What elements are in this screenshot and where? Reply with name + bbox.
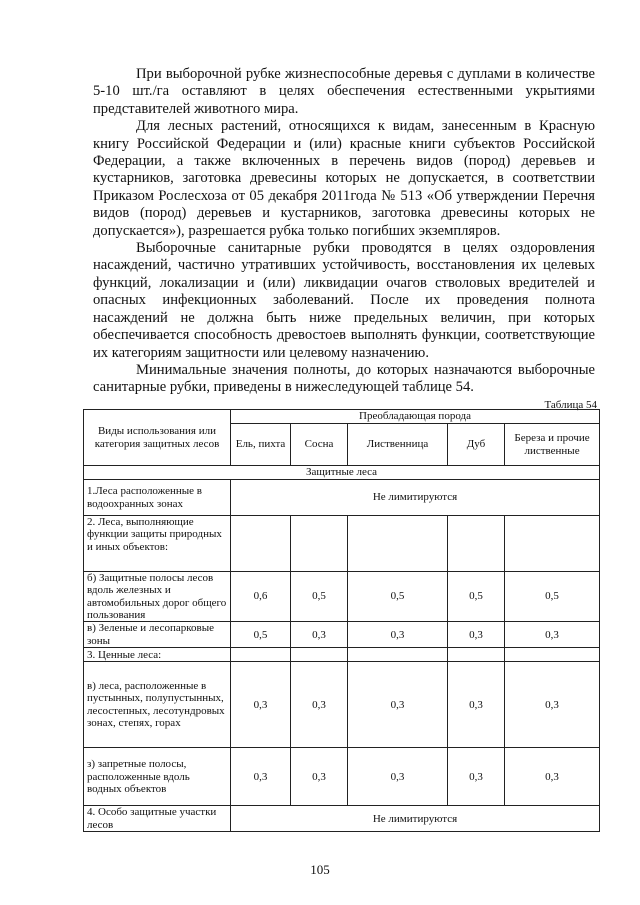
fullness-table — [83, 409, 600, 832]
row-value: 0,5 — [505, 572, 600, 622]
table-row — [84, 806, 600, 832]
table-row — [84, 748, 600, 806]
page-number: 105 — [310, 862, 330, 877]
row-value: 0,3 — [348, 748, 448, 806]
row-value: 0,3 — [231, 748, 291, 806]
row-value: 0,3 — [505, 662, 600, 748]
row-label: 4. Особо защитные участки лесов — [84, 806, 231, 832]
row-value: 0,3 — [291, 662, 348, 748]
row-value: 0,6 — [231, 572, 291, 622]
table-row — [84, 662, 600, 748]
row-value-span: Не лимитируются — [231, 480, 600, 516]
paragraph-3: Выборочные санитарные рубки проводятся в целях оздоровления насаждений, частично утративших устойчивость, восстановления их целевых функций, локализации и (или) ликвидации очагов стволовых вредителей и опасных инфекционных заболеваний. После их проведения полнота насаждений не должна быть ниже предельных величин, при которых обеспечивается способность древостоев выполнять функции, соответствующие их категориям защитности или целевому назначению. — [93, 240, 595, 361]
row-value: 0,3 — [348, 662, 448, 748]
header-dominant-species: Преобладающая порода — [231, 410, 600, 424]
table-row — [84, 572, 600, 622]
row-label: в) леса, расположенные в пустынных, полупустынных, лесостепных, лесотундровых зонах, степях, горах — [84, 662, 231, 748]
row-value: 0,3 — [348, 622, 448, 648]
row-value: 0,5 — [231, 622, 291, 648]
row-value: 0,3 — [448, 622, 505, 648]
header-pine: Сосна — [291, 424, 348, 466]
row-label: в) Зеленые и лесопарковые зоны — [84, 622, 231, 648]
paragraph-4: Минимальные значения полноты, до которых назначаются выборочные санитарные рубки, приведены в нижеследующей таблице 54. — [93, 361, 595, 396]
header-birch-other: Береза и прочие лиственные — [505, 424, 600, 466]
header-larch: Лиственница — [348, 424, 448, 466]
row-label: з) запретные полосы, расположенные вдоль водных объектов — [84, 748, 231, 806]
row-label: 2. Леса, выполняющие функции защиты природных и иных объектов: — [84, 516, 231, 572]
row-value: 0,3 — [448, 662, 505, 748]
row-value: 0,3 — [291, 748, 348, 806]
table-caption: Таблица 54 — [544, 399, 597, 411]
section-protective-forests: Защитные леса — [84, 466, 600, 480]
row-value-span: Не лимитируются — [231, 806, 600, 832]
row-value: 0,3 — [505, 748, 600, 806]
row-value: 0,3 — [448, 748, 505, 806]
header-forest-category: Виды использования или категория защитных лесов — [84, 410, 231, 466]
paragraph-2: Для лесных растений, относящихся к видам, занесенным в Красную книгу Российской Федерации и (или) красные книги субъектов Российской Федерации, а также включенных в перечень видов (пород) деревьев и кустарников, заготовка древесины которых не допускается, в соответствии Приказом Рослесхоза от 05 декабря 2011года № 513 «Об утверждении Перечня видов (пород) деревьев и кустарников, заготовка древесины которых не допускается»), разрешается рубка только погибших экземпляров. — [93, 118, 595, 239]
body-text — [93, 66, 595, 397]
row-value: 0,5 — [291, 572, 348, 622]
row-label: б) Защитные полосы лесов вдоль железных и автомобильных дорог общего пользования — [84, 572, 231, 622]
header-oak: Дуб — [448, 424, 505, 466]
table-row — [84, 516, 600, 572]
row-label: 3. Ценные леса: — [84, 648, 231, 662]
row-value: 0,3 — [231, 662, 291, 748]
row-value: 0,5 — [448, 572, 505, 622]
table-row — [84, 622, 600, 648]
table-row — [84, 480, 600, 516]
row-label: 1.Леса расположенные в водоохранных зонах — [84, 480, 231, 516]
row-value: 0,3 — [291, 622, 348, 648]
row-value: 0,5 — [348, 572, 448, 622]
row-value: 0,3 — [505, 622, 600, 648]
table-row — [84, 648, 600, 662]
header-spruce-fir: Ель, пихта — [231, 424, 291, 466]
paragraph-1: При выборочной рубке жизнеспособные деревья с дуплами в количестве 5-10 шт./га оставляют в целях обеспечения естественными укрытиями представителей животного мира. — [93, 66, 595, 117]
